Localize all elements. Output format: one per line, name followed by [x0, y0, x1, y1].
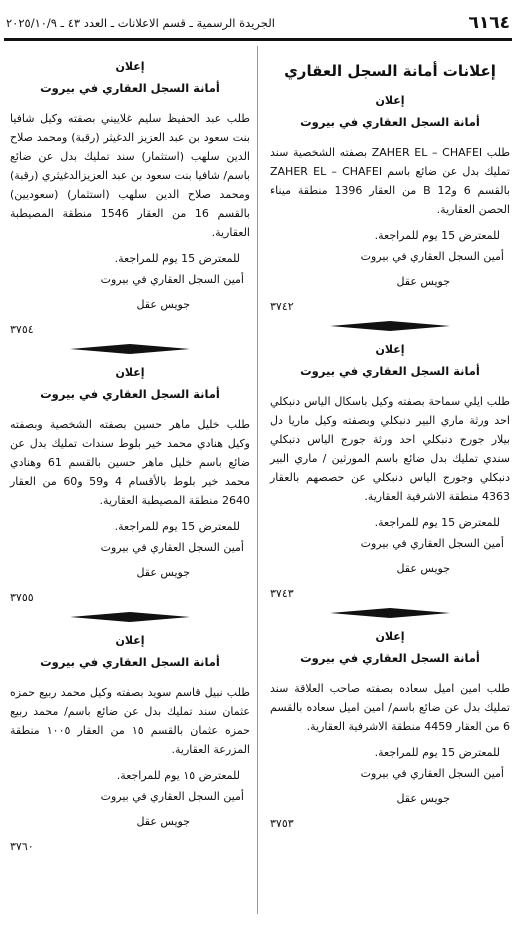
- notice-label: إعلان: [375, 343, 405, 356]
- notice: [270, 343, 510, 600]
- notice-office: أمانة السجل العقاري في بيروت: [300, 115, 480, 129]
- notice-signatory: أمين السجل العقاري في بيروت: [100, 541, 244, 554]
- notice-number: ٣٧٥٣: [270, 817, 294, 830]
- right-column: [270, 50, 510, 834]
- running-title: الجريدة الرسمية ـ قسم الاعلانات ـ العدد ٤٣ ـ ٢٠٢٥/١٠/٩: [6, 16, 275, 30]
- notice-office: أمانة السجل العقاري في بيروت: [40, 655, 220, 669]
- notice: [270, 94, 510, 313]
- left-column: [10, 50, 250, 857]
- notice-name: جويس عقل: [136, 566, 190, 579]
- notice-objection: للمعترض ١٥ يوم للمراجعة.: [116, 769, 240, 782]
- notice-name: جويس عقل: [396, 792, 450, 805]
- section-title: إعلانات أمانة السجل العقاري: [284, 62, 496, 80]
- notice-label: إعلان: [115, 634, 145, 647]
- header-rule: [4, 38, 512, 41]
- notice: [10, 634, 250, 853]
- notice-label: إعلان: [375, 94, 405, 107]
- notice-objection: للمعترض 15 يوم للمراجعة.: [374, 746, 500, 759]
- notice-office: أمانة السجل العقاري في بيروت: [40, 387, 220, 401]
- notice: [270, 630, 510, 830]
- notice-name: جويس عقل: [396, 275, 450, 288]
- notice-signatory: أمين السجل العقاري في بيروت: [360, 250, 504, 263]
- notice-label: إعلان: [375, 630, 405, 643]
- page-number: ٦١٦٤: [468, 13, 510, 33]
- notice-signatory: أمين السجل العقاري في بيروت: [360, 537, 504, 550]
- notice-office: أمانة السجل العقاري في بيروت: [300, 364, 480, 378]
- notice-label: إعلان: [115, 60, 145, 73]
- notice-label: إعلان: [115, 366, 145, 379]
- notice: [10, 366, 250, 604]
- separator-ornament: [330, 321, 450, 333]
- notice-office: أمانة السجل العقاري في بيروت: [300, 651, 480, 665]
- notice-signatory: أمين السجل العقاري في بيروت: [100, 790, 244, 803]
- notice: [10, 60, 250, 336]
- notice-number: ٣٧٥٤: [10, 323, 34, 336]
- notice-number: ٣٧٦٠: [10, 840, 34, 853]
- separator-ornament: [70, 612, 190, 624]
- notice-body: طلب خليل ماهر حسين بصفته الشخصية وبصفته وكيل هنادي محمد خير بلوط سندات تمليك بدل عن ضائع باسم خليل ماهر حسين بالقسم 61 وهنادي محمد خير بلوط بالأقسام 4 و59 و60 من العقار 2640 منطقة المصيطبة العقارية.: [10, 418, 251, 507]
- notice-objection: للمعترض 15 يوم للمراجعة.: [114, 520, 240, 533]
- separator-ornament: [330, 608, 450, 620]
- notice-name: جويس عقل: [396, 562, 450, 575]
- column-divider: [257, 46, 258, 914]
- notice-number: ٣٧٤٢: [270, 300, 294, 313]
- separator-ornament: [70, 344, 190, 356]
- notice-objection: للمعترض 15 يوم للمراجعة.: [374, 229, 500, 242]
- notice-signatory: أمين السجل العقاري في بيروت: [360, 767, 504, 780]
- notice-body: طلب نبيل قاسم سويد بصفته وكيل محمد ربيع حمزه عثمان سند تمليك بدل عن ضائع باسم/ محمد ربيع حمزه عثمان بالقسم ١٥ من العقار ١٠٠٥ منطقة المزرعة العقارية.: [10, 686, 250, 756]
- notice-name: جويس عقل: [136, 815, 190, 828]
- notice-name: جويس عقل: [136, 298, 190, 311]
- notice-body: طلب ZAHER EL – CHAFEI بصفته الشخصية سند تمليك بدل عن ضائع باسم ZAHER EL – CHAFEI بالقسم 6 و12 B من العقار 1396 منطقة ميناء الحصن العقارية.: [270, 146, 511, 216]
- notice-number: ٣٧٤٣: [270, 587, 294, 600]
- notice-objection: للمعترض 15 يوم للمراجعة.: [114, 252, 240, 265]
- notice-signatory: أمين السجل العقاري في بيروت: [100, 273, 244, 286]
- notice-body: طلب عبد الحفيظ سليم غلاييني بصفته وكيل شافيا بنت سعود بن عبد العزيز الدغيثر (رقبة) ومحمد صلاح الدين سلهب (استثمار) سند تمليك بدل عن ضائع باسم/ شافيا بنت سعود بن عبد العزيزالدغيثري (رقبة) ومحمد صلاح الدين سلهب (استثمار) (سعوديين) بالقسم 16 من العقار 1546 منطقة المصيطبة العقارية.: [10, 112, 250, 239]
- notice-body: طلب ايلي سماحة بصفته وكيل باسكال الياس دنبكلي احد ورثة ماري البير دنبكلي وبصفته وكيل ماريا دل بيلار جورج دنبكلي احد ورثة جورج الياس دنبكلي سندي تمليك بدل ضائع باسم المورثين / ماري البير دنبكلي وجورج الياس دنبكلي عن حصصهم بالعقار 4363 منطقة الاشرفية العقارية.: [270, 395, 510, 503]
- notice-body: طلب امين اميل سعاده بصفته صاحب العلاقة سند تمليك بدل عن ضائع باسم/ امين اميل سعاده بالقسم 6 من العقار 4459 منطقة الاشرفية العقارية.: [270, 682, 510, 733]
- page-header: [6, 10, 510, 36]
- notice-office: أمانة السجل العقاري في بيروت: [40, 81, 220, 95]
- notice-number: ٣٧٥٥: [10, 591, 34, 604]
- notice-objection: للمعترض 15 يوم للمراجعة.: [374, 516, 500, 529]
